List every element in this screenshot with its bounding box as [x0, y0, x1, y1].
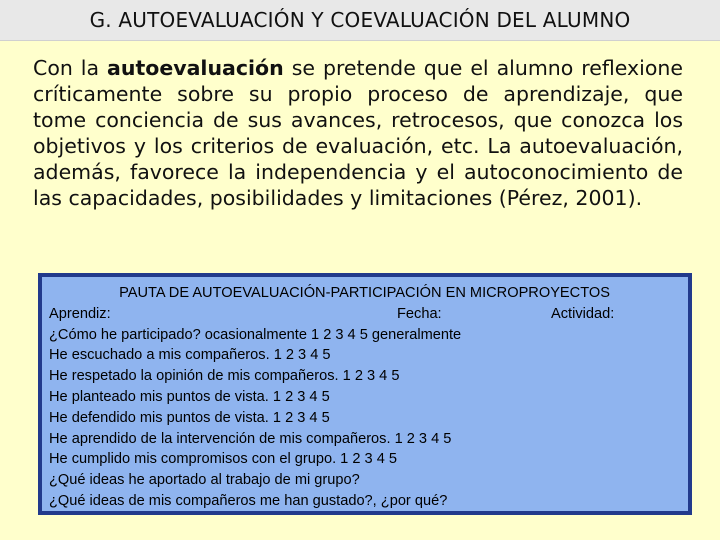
date-field-label: Fecha: — [397, 305, 442, 322]
activity-field-label: Actividad: — [551, 305, 615, 322]
title-bar — [0, 0, 720, 41]
form-item-defended: He defendido mis puntos de vista. 1 2 3 4 5 — [49, 409, 330, 426]
intro-text-before: Con la — [33, 56, 108, 80]
form-item-commitments: He cumplido mis compromisos con el grupo. 1 2 3 4 5 — [49, 451, 397, 468]
form-item-learned: He aprendido de la intervención de mis compañeros. 1 2 3 4 5 — [49, 430, 452, 447]
intro-emphasis: autoevaluación — [107, 56, 284, 80]
form-item-respected: He respetado la opinión de mis compañeros. 1 2 3 4 5 — [49, 368, 400, 385]
learner-field-label: Aprendiz: — [49, 305, 111, 322]
form-item-ideas-contributed: ¿Qué ideas he aportado al trabajo de mi grupo? — [49, 472, 360, 489]
form-item-listened: He escuchado a mis compañeros. 1 2 3 4 5 — [49, 347, 331, 364]
self-evaluation-form — [38, 273, 692, 515]
form-item-ideas-liked: ¿Qué ideas de mis compañeros me han gustado?, ¿por qué? — [49, 492, 448, 509]
form-title: PAUTA DE AUTOEVALUACIÓN-PARTICIPACIÓN EN MICROPROYECTOS — [119, 285, 610, 301]
intro-paragraph — [33, 55, 683, 211]
form-item-proposed: He planteado mis puntos de vista. 1 2 3 4 5 — [49, 388, 330, 405]
form-item-participation: ¿Cómo he participado? ocasionalmente 1 2 3 4 5 generalmente — [49, 326, 462, 343]
intro-text — [33, 55, 683, 211]
form-fields-row — [49, 304, 680, 325]
intro-text-after: se pretende que el alumno reflexione críticamente sobre su propio proceso de aprendizaje, que tome conciencia de sus avances, retrocesos, que conozca los objetivos y los criterios de evaluación, etc. La autoevaluación, además, favorece la independencia y el autoconocimiento de las capacidades, posibilidades y limitaciones (Pérez, 2001). — [33, 56, 684, 210]
slide-title: G. AUTOEVALUACIÓN Y COEVALUACIÓN DEL ALUMNO — [89, 8, 631, 32]
